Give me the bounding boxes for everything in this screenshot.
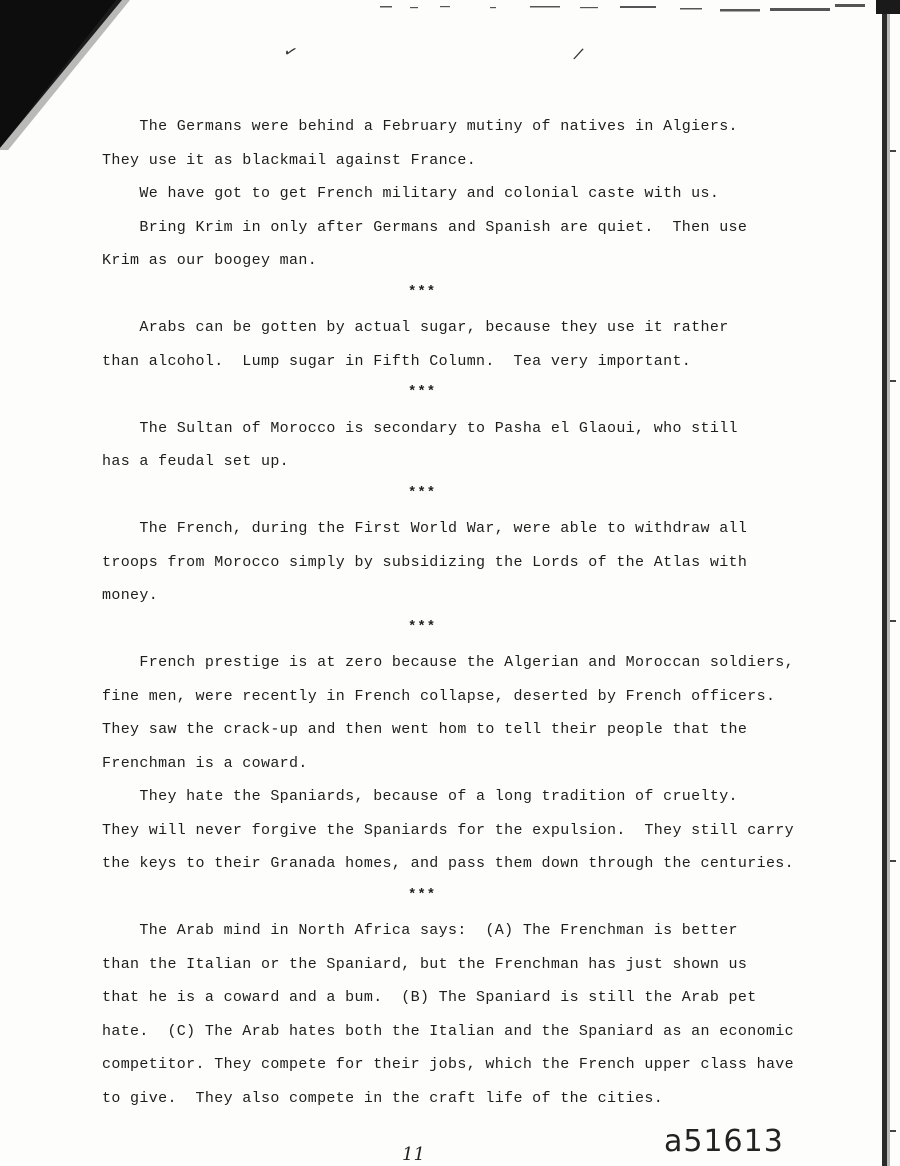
text-line: that he is a coward and a bum. (B) The Spaniard is still the Arab pet bbox=[102, 989, 757, 1006]
text-line: French prestige is at zero because the Algerian and Moroccan soldiers, bbox=[102, 654, 795, 671]
text-line: than alcohol. Lump sugar in Fifth Column. Tea very important. bbox=[102, 353, 692, 370]
text-line: We have got to get French military and colonial caste with us. bbox=[102, 185, 720, 202]
scan-top-artifact bbox=[380, 0, 880, 16]
text-line: The French, during the First World War, were able to withdraw all bbox=[102, 520, 748, 537]
page-number: 11 bbox=[402, 1144, 425, 1165]
section-separator: *** bbox=[408, 284, 437, 300]
text-line: They use it as blackmail against France. bbox=[102, 152, 477, 169]
text-line: to give. They also compete in the craft life of the cities. bbox=[102, 1090, 664, 1107]
text-line: Arabs can be gotten by actual sugar, because they use it rather bbox=[102, 319, 729, 336]
text-line: The Sultan of Morocco is secondary to Pasha el Glaoui, who still bbox=[102, 420, 738, 437]
document-id-handwritten: a51613 bbox=[664, 1124, 784, 1159]
text-line: the keys to their Granada homes, and pass them down through the centuries. bbox=[102, 855, 795, 872]
text-line: The Germans were behind a February mutiny of natives in Algiers. bbox=[102, 118, 738, 135]
text-line: They will never forgive the Spaniards for the expulsion. They still carry bbox=[102, 822, 795, 839]
section-separator: *** bbox=[408, 485, 437, 501]
text-line: than the Italian or the Spaniard, but the Frenchman has just shown us bbox=[102, 956, 748, 973]
text-line: The Arab mind in North Africa says: (A) The Frenchman is better bbox=[102, 922, 738, 939]
text-line: has a feudal set up. bbox=[102, 453, 290, 470]
text-line: They hate the Spaniards, because of a long tradition of cruelty. bbox=[102, 788, 738, 805]
text-line: hate. (C) The Arab hates both the Italian and the Spaniard as an economic bbox=[102, 1023, 795, 1040]
section-separator: *** bbox=[408, 887, 437, 903]
handwritten-slash-mark: / bbox=[572, 43, 586, 64]
text-line: Frenchman is a coward. bbox=[102, 755, 308, 772]
text-line: troops from Morocco simply by subsidizing the Lords of the Atlas with bbox=[102, 554, 748, 571]
section-separator: *** bbox=[408, 619, 437, 635]
text-line: money. bbox=[102, 587, 159, 604]
scan-right-edge bbox=[876, 0, 900, 1166]
text-line: Krim as our boogey man. bbox=[102, 252, 318, 269]
text-line: competitor. They compete for their jobs, which the French upper class have bbox=[102, 1056, 795, 1073]
text-line: Bring Krim in only after Germans and Spanish are quiet. Then use bbox=[102, 219, 748, 236]
text-line: They saw the crack-up and then went hom to tell their people that the bbox=[102, 721, 748, 738]
section-separator: *** bbox=[408, 384, 437, 400]
text-line: fine men, were recently in French collapse, deserted by French officers. bbox=[102, 688, 776, 705]
handwritten-check-mark: ✓ bbox=[281, 40, 301, 63]
